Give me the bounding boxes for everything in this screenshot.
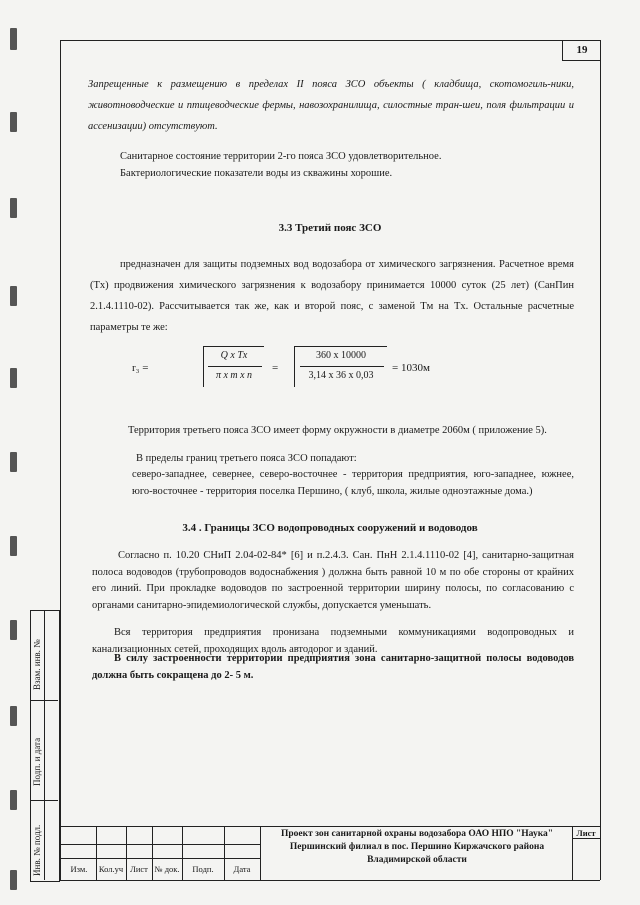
project-title-line1: Проект зон санитарной охраны водозабора ОАО НПО "Наука" <box>280 829 554 839</box>
para-forbidden-objects: Запрещенные к размещению в пределах II пояса ЗСО объекты ( кладбища, скотомогиль-ники, животноводческие и птицеводческие фермы, навозохранилища, силостные тран-шеи, поля фильтрации и ассенизации) отсутствуют. <box>88 79 574 132</box>
formula-num-numeric: 360 x 10000 <box>316 350 366 361</box>
binding-mark <box>10 790 17 810</box>
tb-data: Дата <box>233 864 251 874</box>
fraction-line <box>208 366 262 367</box>
formula-lhs: r₃ = <box>132 362 149 374</box>
side-stamp-divider <box>30 700 58 701</box>
tb-list: Лист <box>130 864 148 874</box>
section-heading-3-3: 3.3 Третий пояс ЗСО <box>278 222 382 234</box>
page-number: 19 <box>562 40 601 61</box>
binding-mark <box>10 198 17 218</box>
tb-podp: Подп. <box>192 864 214 874</box>
tb-izm: Изм. <box>70 864 88 874</box>
fraction-line <box>300 366 384 367</box>
para-snip: Согласно п. 10.20 СНиП 2.04-02-84* [6] и п.2.4.3. Сан. ПнН 2.1.4.1110-02 [4], санитарно-защитная полоса водоводов (трубопроводов водоснабжения ) должна быть равной 10 м по обе стороны от крайних его линий. При прокладке водоводов по застроенной территории ширину полосы, по согласованию с органами санитарно-эпидемиологической службы, допускается уменьшать. <box>92 550 574 611</box>
binding-mark <box>10 112 17 132</box>
binding-mark <box>10 286 17 306</box>
para-bounds-list: северо-западнее, севернее, северо-восточнее - территория предприятия, юго-западнее, южнее, юго-восточнее - территория поселка Першино, ( клуб, школа, жилые одноэтажные дома.) <box>132 469 574 497</box>
side-stamp-divider <box>30 800 58 801</box>
title-block-row <box>572 838 600 839</box>
para-territory: Территория третьего пояса ЗСО имеет форму окружности в диаметре 2060м ( приложение 5). <box>128 425 547 436</box>
binding-mark <box>10 368 17 388</box>
binding-mark <box>10 536 17 556</box>
title-block-row <box>60 858 260 859</box>
para-conclusion: В силу застроенности территории предприятия зона санитарно-защитной полосы водоводов должна быть сокращена до 2- 5 м. <box>92 653 574 681</box>
side-label-inv: Инв. № подл. <box>32 824 42 876</box>
binding-mark <box>10 452 17 472</box>
project-title-line3: Владимирской области <box>367 855 467 865</box>
formula-den-numeric: 3,14 x 36 x 0,03 <box>308 370 374 381</box>
para-all-territory: Вся территория предприятия пронизана подземными коммуникациями водопроводных и канализационных сетей, проходящих вдоль автодорог и зданий. <box>92 627 574 655</box>
side-label-podp: Подп. и дата <box>32 737 42 786</box>
project-title-line2: Першинский филиал в пос. Першино Киржачского района <box>289 842 545 852</box>
para-sanitary-state: Санитарное состояние территории 2-го пояса ЗСО удовлетворительное. <box>120 151 442 162</box>
frame-top <box>60 40 600 41</box>
binding-mark <box>10 620 17 640</box>
side-stamp-divider <box>44 610 45 880</box>
para-bounds-heading: В пределы границ третьего пояса ЗСО попадают: <box>136 453 357 464</box>
formula-num-symbolic: Q x Tх <box>220 350 248 361</box>
tb-ndok: № док. <box>154 864 180 874</box>
title-block-row <box>60 844 260 845</box>
para-third-belt: предназначен для защиты подземных вод водозабора от химического загрязнения. Расчетное время (Tх) продвижения химического загрязнения к водозабору принимается 10000 суток (25 лет) (СанПин 2.1.4.1110-02). Рассчитывается так же, как и второй пояс, с заменой Tм на Tх. Остальные расчетные параметры те же: <box>90 259 574 333</box>
binding-mark <box>10 870 17 890</box>
formula-result: = 1030м <box>392 362 430 374</box>
tb-sheet-label: Лист <box>576 828 596 838</box>
frame-right <box>600 40 601 880</box>
frame-left <box>60 40 61 880</box>
formula-den-symbolic: π x m x n <box>215 370 253 381</box>
para-bacteriological: Бактериологические показатели воды из скважины хорошие. <box>120 168 393 179</box>
section-heading-3-4: 3.4 . Границы ЗСО водопроводных сооружений и водоводов <box>182 522 478 534</box>
binding-mark <box>10 706 17 726</box>
formula-eq: = <box>272 362 279 374</box>
title-block-col <box>260 826 261 880</box>
frame-bottom <box>60 880 600 881</box>
tb-koluch: Кол.уч <box>98 864 124 874</box>
side-label-vzam: Взам. инв. № <box>32 639 42 690</box>
binding-mark <box>10 28 17 50</box>
